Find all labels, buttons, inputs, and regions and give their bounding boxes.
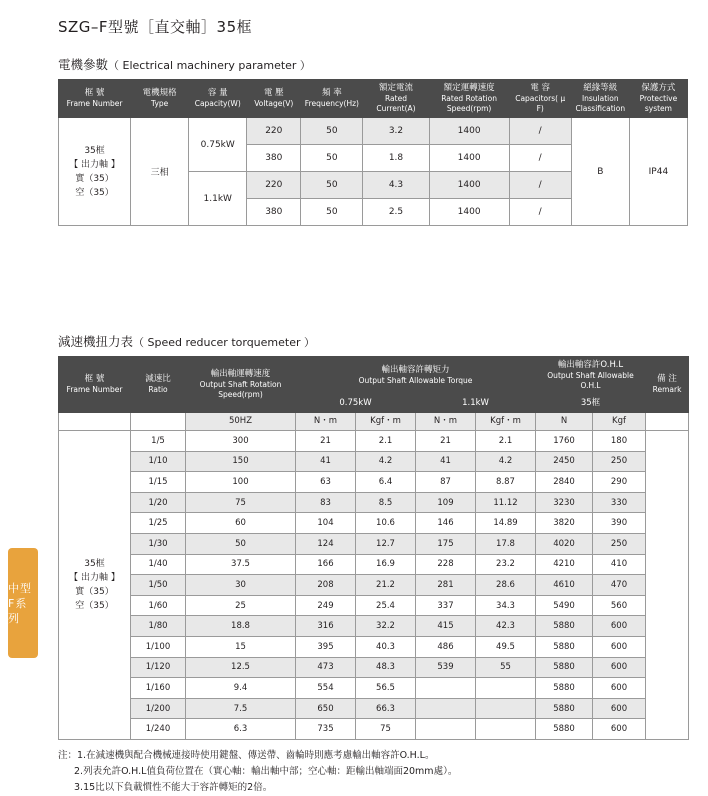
torque-section-title-en: （ Speed reducer torquemeter ） bbox=[133, 336, 316, 349]
torque-kgfm-11: 2.1 bbox=[476, 431, 536, 452]
torque-subheader-075kw: 0.75kW bbox=[296, 395, 416, 413]
motor-voltage: 220 bbox=[247, 172, 301, 199]
motor-frame-cell bbox=[59, 118, 131, 226]
torque-unit-ohl-n: N bbox=[536, 413, 593, 431]
document-content bbox=[58, 0, 688, 796]
motor-header-frame-en: Frame Number bbox=[66, 99, 123, 108]
torque-header-remark-en: Remark bbox=[652, 385, 682, 394]
torque-ratio: 1/60 bbox=[131, 595, 186, 616]
table-row bbox=[59, 118, 688, 145]
motor-section-title-cn: 電機參數 bbox=[58, 57, 109, 72]
torque-ohl-kgf: 180 bbox=[593, 431, 646, 452]
torque-ohl-kgf: 600 bbox=[593, 636, 646, 657]
table-row bbox=[59, 657, 689, 678]
torque-ohl-n: 5880 bbox=[536, 657, 593, 678]
torque-header-ohl bbox=[536, 357, 646, 395]
torque-ratio: 1/80 bbox=[131, 616, 186, 637]
motor-header-capacity bbox=[189, 80, 247, 118]
torque-nm-11: 228 bbox=[416, 554, 476, 575]
motor-header-voltage-en: Voltage(V) bbox=[254, 99, 294, 108]
torque-unit-blank-ratio bbox=[131, 413, 186, 431]
torque-nm-075: 63 bbox=[296, 472, 356, 493]
note-line-3: 3.15比以下負載慣性不能大于容許轉矩的2倍。 bbox=[74, 781, 273, 793]
torque-ohl-kgf: 290 bbox=[593, 472, 646, 493]
page-title: SZG–F型號［直交軸］35框 bbox=[58, 18, 253, 36]
motor-speed: 1400 bbox=[429, 199, 509, 226]
motor-capacity-11: 1.1kW bbox=[189, 172, 247, 226]
torque-header-torque-en: Output Shaft Allowable Torque bbox=[358, 376, 473, 385]
motor-header-capacity-en: Capacity(W) bbox=[194, 99, 241, 108]
torque-ratio: 1/20 bbox=[131, 492, 186, 513]
torque-kgfm-11: 11.12 bbox=[476, 492, 536, 513]
torque-header-ratio-en: Ratio bbox=[148, 385, 168, 394]
torque-header-rotation bbox=[186, 357, 296, 413]
torque-header-remark bbox=[646, 357, 689, 413]
motor-header-insulation-en: Insulation Classification bbox=[575, 94, 626, 113]
torque-kgfm-075: 2.1 bbox=[356, 431, 416, 452]
torque-ratio: 1/30 bbox=[131, 533, 186, 554]
torque-kgfm-075: 48.3 bbox=[356, 657, 416, 678]
torque-kgfm-11: 42.3 bbox=[476, 616, 536, 637]
torque-kgfm-11: 49.5 bbox=[476, 636, 536, 657]
torque-rpm: 50 bbox=[186, 533, 296, 554]
torque-ohl-n: 5880 bbox=[536, 678, 593, 699]
torque-frame-line-2: 【 出力軸 】 bbox=[69, 572, 120, 583]
torque-kgfm-11: 55 bbox=[476, 657, 536, 678]
torque-kgfm-075: 75 bbox=[356, 719, 416, 740]
motor-section-title bbox=[58, 55, 688, 73]
table-row bbox=[59, 431, 689, 452]
torque-table bbox=[58, 356, 689, 740]
motor-capacity-075: 0.75kW bbox=[189, 118, 247, 172]
table-row bbox=[59, 513, 689, 534]
motor-frequency: 50 bbox=[301, 172, 363, 199]
motor-header-frame bbox=[59, 80, 131, 118]
table-row bbox=[59, 636, 689, 657]
motor-header-current-cn: 額定電流 bbox=[378, 83, 413, 93]
torque-ohl-kgf: 250 bbox=[593, 533, 646, 554]
motor-header-insulation-cn: 絕緣等級 bbox=[583, 83, 618, 93]
torque-kgfm-11: 4.2 bbox=[476, 451, 536, 472]
torque-header-ohl-en: Output Shaft Allowable O.H.L bbox=[547, 371, 634, 390]
motor-voltage: 380 bbox=[247, 199, 301, 226]
torque-kgfm-075: 25.4 bbox=[356, 595, 416, 616]
torque-kgfm-11 bbox=[476, 719, 536, 740]
torque-ratio: 1/200 bbox=[131, 698, 186, 719]
table-row bbox=[59, 472, 689, 493]
torque-kgfm-11: 28.6 bbox=[476, 575, 536, 596]
torque-nm-075: 166 bbox=[296, 554, 356, 575]
table-row bbox=[59, 698, 689, 719]
torque-ohl-n: 4610 bbox=[536, 575, 593, 596]
torque-header-torque-cn: 輸出軸容許轉矩力 bbox=[381, 365, 450, 375]
torque-subheader-frame35: 35框 bbox=[536, 395, 646, 413]
torque-rpm: 6.3 bbox=[186, 719, 296, 740]
motor-insulation-cell: B bbox=[571, 118, 629, 226]
motor-header-speed bbox=[429, 80, 509, 118]
motor-header-capacitor bbox=[509, 80, 571, 118]
torque-header-ratio bbox=[131, 357, 186, 413]
torque-nm-11: 415 bbox=[416, 616, 476, 637]
motor-voltage: 380 bbox=[247, 145, 301, 172]
torque-rpm: 15 bbox=[186, 636, 296, 657]
torque-unit-hz: 50HZ bbox=[186, 413, 296, 431]
torque-kgfm-075: 8.5 bbox=[356, 492, 416, 513]
torque-kgfm-11: 14.89 bbox=[476, 513, 536, 534]
torque-unit-kgfm-11: Kgf・m bbox=[476, 413, 536, 431]
motor-current: 4.3 bbox=[363, 172, 429, 199]
torque-kgfm-075: 40.3 bbox=[356, 636, 416, 657]
torque-ohl-n: 1760 bbox=[536, 431, 593, 452]
torque-kgfm-075: 6.4 bbox=[356, 472, 416, 493]
torque-kgfm-075: 21.2 bbox=[356, 575, 416, 596]
motor-header-protection bbox=[629, 80, 687, 118]
torque-nm-075: 316 bbox=[296, 616, 356, 637]
torque-ratio: 1/120 bbox=[131, 657, 186, 678]
torque-nm-075: 249 bbox=[296, 595, 356, 616]
note-line-1: 注：1.在減速機與配合機械連接時使用鍵盤、傳送帶、齒輪時則應考慮輸出軸容許O.H.L。 bbox=[58, 749, 435, 761]
torque-ohl-kgf: 600 bbox=[593, 719, 646, 740]
torque-nm-11: 486 bbox=[416, 636, 476, 657]
table-row bbox=[59, 719, 689, 740]
motor-header-type bbox=[131, 80, 189, 118]
torque-unit-nm-11: N・m bbox=[416, 413, 476, 431]
torque-ratio: 1/50 bbox=[131, 575, 186, 596]
motor-current: 3.2 bbox=[363, 118, 429, 145]
torque-nm-11 bbox=[416, 678, 476, 699]
torque-header-torque bbox=[296, 357, 536, 395]
motor-header-frequency bbox=[301, 80, 363, 118]
note-line-2: 2.列表允許O.H.L值負荷位置在（實心軸：輸出軸中部；空心軸：距輸出軸端面20mm處）。 bbox=[74, 765, 458, 777]
torque-nm-075: 395 bbox=[296, 636, 356, 657]
torque-unit-nm-075: N・m bbox=[296, 413, 356, 431]
torque-table-body bbox=[59, 431, 689, 740]
torque-nm-11 bbox=[416, 719, 476, 740]
torque-ohl-n: 3230 bbox=[536, 492, 593, 513]
torque-kgfm-075: 16.9 bbox=[356, 554, 416, 575]
torque-nm-075: 124 bbox=[296, 533, 356, 554]
table-row bbox=[59, 616, 689, 637]
torque-ohl-kgf: 250 bbox=[593, 451, 646, 472]
torque-ohl-kgf: 330 bbox=[593, 492, 646, 513]
torque-section-title bbox=[58, 332, 688, 350]
motor-header-protection-en: Protective system bbox=[639, 94, 678, 113]
torque-ohl-n: 5880 bbox=[536, 698, 593, 719]
torque-ohl-kgf: 560 bbox=[593, 595, 646, 616]
torque-section-title-cn: 減速機扭力表 bbox=[58, 334, 134, 349]
torque-rpm: 150 bbox=[186, 451, 296, 472]
table-row bbox=[59, 678, 689, 699]
torque-kgfm-11: 8.87 bbox=[476, 472, 536, 493]
motor-frame-line-1: 35框 bbox=[84, 145, 105, 156]
torque-rpm: 37.5 bbox=[186, 554, 296, 575]
motor-current: 1.8 bbox=[363, 145, 429, 172]
motor-header-capacitor-en: Capacitors( μ F) bbox=[515, 94, 566, 113]
motor-frequency: 50 bbox=[301, 118, 363, 145]
section-spacer bbox=[58, 226, 688, 314]
motor-section-title-en: （ Electrical machinery parameter ） bbox=[108, 59, 311, 72]
torque-table-header-row bbox=[59, 357, 689, 395]
torque-nm-11: 41 bbox=[416, 451, 476, 472]
torque-kgfm-11 bbox=[476, 678, 536, 699]
torque-header-rotation-en: Output Shaft Rotation Speed(rpm) bbox=[199, 380, 282, 399]
motor-frequency: 50 bbox=[301, 199, 363, 226]
torque-nm-11: 87 bbox=[416, 472, 476, 493]
torque-ohl-n: 5490 bbox=[536, 595, 593, 616]
torque-frame-line-1: 35框 bbox=[84, 558, 105, 569]
motor-header-type-en: Type bbox=[151, 99, 169, 108]
motor-header-frame-cn: 框 號 bbox=[84, 88, 105, 98]
motor-header-voltage bbox=[247, 80, 301, 118]
torque-ohl-kgf: 390 bbox=[593, 513, 646, 534]
torque-header-remark-cn: 備 注 bbox=[657, 374, 677, 384]
table-row bbox=[59, 575, 689, 596]
motor-header-speed-en: Rated Rotation Speed(rpm) bbox=[441, 94, 497, 113]
torque-nm-11: 281 bbox=[416, 575, 476, 596]
torque-header-rotation-cn: 輸出軸運轉速度 bbox=[210, 369, 271, 379]
motor-capacitor: / bbox=[509, 118, 571, 145]
motor-header-current-en: Rated Current(A) bbox=[376, 94, 416, 113]
motor-protection-cell: IP44 bbox=[629, 118, 687, 226]
torque-header-frame bbox=[59, 357, 131, 413]
torque-frame-line-3: 實（35） bbox=[75, 586, 114, 597]
torque-subheader-11kw: 1.1kW bbox=[416, 395, 536, 413]
torque-unit-blank-remark bbox=[646, 413, 689, 431]
torque-nm-075: 83 bbox=[296, 492, 356, 513]
motor-speed: 1400 bbox=[429, 145, 509, 172]
torque-table-unit-row bbox=[59, 413, 689, 431]
torque-nm-075: 104 bbox=[296, 513, 356, 534]
torque-kgfm-11: 34.3 bbox=[476, 595, 536, 616]
series-side-tab bbox=[8, 548, 38, 658]
table-row bbox=[59, 533, 689, 554]
torque-ohl-n: 2450 bbox=[536, 451, 593, 472]
torque-kgfm-075: 56.5 bbox=[356, 678, 416, 699]
motor-table-header-row bbox=[59, 80, 688, 118]
torque-rpm: 100 bbox=[186, 472, 296, 493]
motor-header-protection-cn: 保護方式 bbox=[641, 83, 676, 93]
torque-ratio: 1/40 bbox=[131, 554, 186, 575]
torque-frame-line-4: 空（35） bbox=[75, 600, 114, 611]
torque-nm-11: 21 bbox=[416, 431, 476, 452]
torque-rpm: 30 bbox=[186, 575, 296, 596]
torque-nm-11: 337 bbox=[416, 595, 476, 616]
torque-ratio: 1/5 bbox=[131, 431, 186, 452]
torque-rpm: 60 bbox=[186, 513, 296, 534]
motor-capacitor: / bbox=[509, 172, 571, 199]
torque-nm-075: 473 bbox=[296, 657, 356, 678]
motor-voltage: 220 bbox=[247, 118, 301, 145]
torque-ohl-n: 3820 bbox=[536, 513, 593, 534]
torque-kgfm-075: 12.7 bbox=[356, 533, 416, 554]
torque-frame-cell bbox=[59, 431, 131, 740]
torque-ohl-kgf: 600 bbox=[593, 678, 646, 699]
torque-nm-11: 109 bbox=[416, 492, 476, 513]
torque-ratio: 1/240 bbox=[131, 719, 186, 740]
motor-capacitor: / bbox=[509, 145, 571, 172]
torque-kgfm-075: 10.6 bbox=[356, 513, 416, 534]
torque-rpm: 7.5 bbox=[186, 698, 296, 719]
torque-nm-11 bbox=[416, 698, 476, 719]
motor-current: 2.5 bbox=[363, 199, 429, 226]
motor-header-voltage-cn: 電 壓 bbox=[263, 88, 284, 98]
torque-nm-075: 208 bbox=[296, 575, 356, 596]
torque-rpm: 12.5 bbox=[186, 657, 296, 678]
torque-ohl-kgf: 600 bbox=[593, 698, 646, 719]
torque-ratio: 1/100 bbox=[131, 636, 186, 657]
torque-nm-075: 735 bbox=[296, 719, 356, 740]
motor-header-insulation bbox=[571, 80, 629, 118]
torque-nm-11: 539 bbox=[416, 657, 476, 678]
motor-frame-line-3: 實（35） bbox=[75, 173, 114, 184]
torque-unit-ohl-kgf: Kgf bbox=[593, 413, 646, 431]
torque-nm-075: 554 bbox=[296, 678, 356, 699]
torque-header-ohl-cn: 輸出軸容許O.H.L bbox=[557, 360, 624, 370]
torque-rpm: 300 bbox=[186, 431, 296, 452]
motor-parameter-table bbox=[58, 79, 688, 226]
motor-frequency: 50 bbox=[301, 145, 363, 172]
notes-block bbox=[58, 748, 688, 796]
torque-kgfm-11: 23.2 bbox=[476, 554, 536, 575]
torque-unit-blank-frame bbox=[59, 413, 131, 431]
torque-header-frame-cn: 框 號 bbox=[84, 374, 105, 384]
torque-kgfm-11 bbox=[476, 698, 536, 719]
torque-ohl-n: 5880 bbox=[536, 636, 593, 657]
torque-rpm: 9.4 bbox=[186, 678, 296, 699]
motor-speed: 1400 bbox=[429, 172, 509, 199]
torque-nm-11: 175 bbox=[416, 533, 476, 554]
torque-ohl-kgf: 410 bbox=[593, 554, 646, 575]
torque-header-ratio-cn: 減速比 bbox=[145, 374, 171, 384]
torque-kgfm-075: 66.3 bbox=[356, 698, 416, 719]
torque-header-frame-en: Frame Number bbox=[66, 385, 123, 394]
torque-ohl-n: 5880 bbox=[536, 616, 593, 637]
motor-header-frequency-en: Frequency(Hz) bbox=[304, 99, 359, 108]
torque-nm-11: 146 bbox=[416, 513, 476, 534]
torque-ratio: 1/160 bbox=[131, 678, 186, 699]
table-row bbox=[59, 492, 689, 513]
motor-header-capacity-cn: 容 量 bbox=[207, 88, 228, 98]
torque-ratio: 1/10 bbox=[131, 451, 186, 472]
torque-ratio: 1/15 bbox=[131, 472, 186, 493]
torque-kgfm-075: 32.2 bbox=[356, 616, 416, 637]
motor-header-type-cn: 電機規格 bbox=[142, 88, 177, 98]
torque-ohl-n: 4020 bbox=[536, 533, 593, 554]
torque-ohl-n: 2840 bbox=[536, 472, 593, 493]
torque-unit-kgfm-075: Kgf・m bbox=[356, 413, 416, 431]
motor-header-speed-cn: 額定運轉速度 bbox=[443, 83, 495, 93]
torque-ohl-kgf: 470 bbox=[593, 575, 646, 596]
table-row bbox=[59, 595, 689, 616]
torque-ohl-n: 5880 bbox=[536, 719, 593, 740]
motor-capacitor: / bbox=[509, 199, 571, 226]
torque-kgfm-075: 4.2 bbox=[356, 451, 416, 472]
table-row bbox=[59, 451, 689, 472]
motor-header-frequency-cn: 頻 率 bbox=[322, 88, 342, 98]
series-side-tab-label: 中型F系列 bbox=[8, 581, 32, 625]
torque-remark-cell bbox=[646, 431, 689, 740]
torque-rpm: 18.8 bbox=[186, 616, 296, 637]
torque-kgfm-11: 17.8 bbox=[476, 533, 536, 554]
torque-ratio: 1/25 bbox=[131, 513, 186, 534]
motor-speed: 1400 bbox=[429, 118, 509, 145]
torque-rpm: 75 bbox=[186, 492, 296, 513]
torque-rpm: 25 bbox=[186, 595, 296, 616]
table-row bbox=[59, 554, 689, 575]
motor-header-current bbox=[363, 80, 429, 118]
torque-nm-075: 21 bbox=[296, 431, 356, 452]
motor-type-cell: 三相 bbox=[131, 118, 189, 226]
motor-frame-line-2: 【 出力軸 】 bbox=[69, 159, 120, 170]
torque-ohl-kgf: 600 bbox=[593, 657, 646, 678]
motor-header-capacitor-cn: 電 容 bbox=[530, 83, 551, 93]
torque-nm-075: 41 bbox=[296, 451, 356, 472]
torque-ohl-n: 4210 bbox=[536, 554, 593, 575]
torque-nm-075: 650 bbox=[296, 698, 356, 719]
motor-frame-line-4: 空（35） bbox=[75, 187, 114, 198]
torque-ohl-kgf: 600 bbox=[593, 616, 646, 637]
